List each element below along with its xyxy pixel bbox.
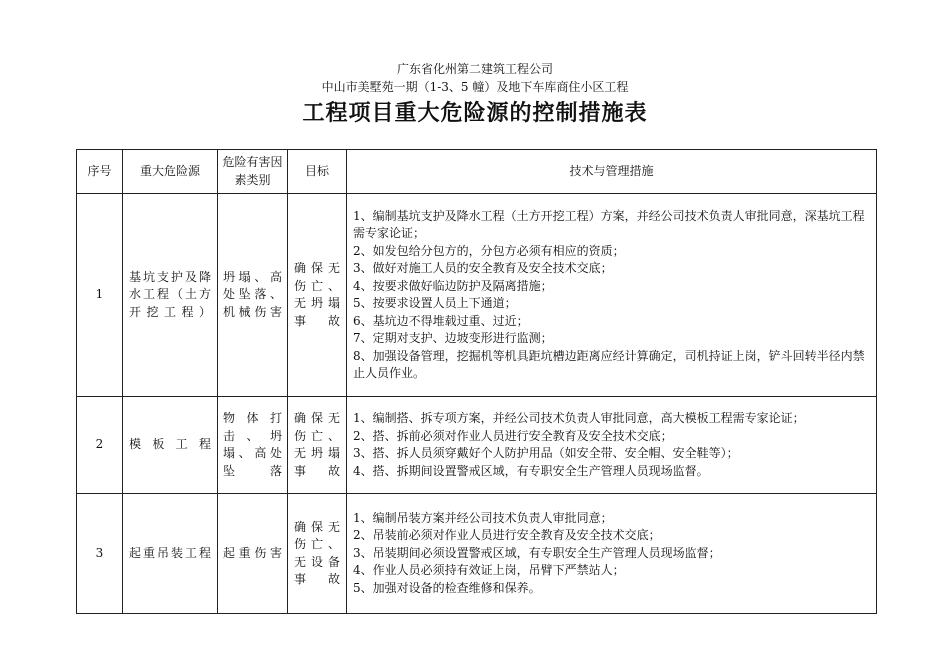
goal: 确保无伤亡、无坍塌事故 (288, 397, 347, 494)
measure-item: 3、吊装期间必须设置警戒区域，有专职安全生产管理人员现场监督； (353, 545, 721, 560)
measures-cell (347, 194, 877, 397)
row-number: 1 (77, 194, 123, 397)
hazard-source: 起重吊装工程 (123, 494, 218, 614)
measure-item: 3、做好对施工人员的安全教育及安全技术交底； (353, 261, 613, 275)
column-header-no: 序号 (77, 150, 123, 194)
measure-item: 2、搭、拆前必须对作业人员进行安全教育及安全技术交底； (353, 428, 673, 443)
measure-item: 5、按要求设置人员上下通道； (353, 296, 517, 310)
table-row (77, 494, 877, 614)
hazard-type: 物体打击、坍塌、高处坠落 (218, 397, 288, 494)
company-name: 广东省化州第二建筑工程公司 (396, 62, 553, 76)
measure-item: 1、编制吊装方案并经公司技术负责人审批同意； (353, 510, 613, 525)
goal: 确保无伤亡、无坍塌事故 (288, 194, 347, 397)
measure-item: 2、吊装前必须对作业人员进行安全教育及安全技术交底； (353, 528, 661, 543)
measure-item: 4、作业人员必须持有效证上岗，吊臂下严禁站人； (353, 563, 625, 578)
measure-item: 3、搭、拆人员须穿戴好个人防护用品（如安全带、安全帽、安全鞋等）； (353, 446, 739, 460)
measures-cell (347, 494, 877, 614)
column-header-goal: 目标 (288, 150, 347, 194)
row-number: 2 (77, 397, 123, 494)
measure-item: 1、编制基坑支护及降水工程（土方开挖工程）方案，并经公司技术负责人审批同意，深基坑工程需专家论证； (353, 208, 865, 240)
measure-item: 8、加强设备管理，挖掘机等机具距坑槽边距离应经计算确定，司机持证上岗，铲斗回转半径内禁止人员作业。 (353, 348, 865, 380)
goal: 确保无伤亡、无设备事故 (288, 494, 347, 614)
hazard-type: 起重伤害 (218, 494, 288, 614)
column-header-source: 重大危险源 (123, 150, 218, 194)
measure-item: 4、搭、拆期间设置警戒区域，有专职安全生产管理人员现场监督。 (353, 463, 709, 478)
measure-item: 4、按要求做好临边防护及隔离措施； (353, 278, 553, 293)
hazard-source: 模板工程 (123, 397, 218, 494)
table-header-row (77, 150, 877, 194)
measure-item: 6、基坑边不得堆载过重、过近； (353, 313, 529, 328)
hazard-type: 坍塌、高处坠落、机械伤害 (218, 194, 288, 397)
measure-item: 1、编制搭、拆专项方案，并经公司技术负责人审批同意，高大模板工程需专家论证； (353, 411, 805, 425)
measure-item: 7、定期对支护、边坡变形进行监测； (353, 331, 553, 345)
column-header-measures: 技术与管理措施 (347, 150, 877, 194)
page-title: 工程项目重大危险源的控制措施表 (302, 101, 648, 126)
measure-item: 2、如发包给分包方的，分包方必须有相应的资质； (353, 243, 625, 258)
row-number: 3 (77, 494, 123, 614)
measure-item: 5、加强对设备的检查维修和保养。 (353, 580, 541, 595)
table-row (77, 194, 877, 397)
hazard-source: 基坑支护及降水工程（土方开挖工程） (123, 194, 218, 397)
project-name: 中山市美墅苑一期（1-3、5 幢）及地下车库商住小区工程 (321, 80, 629, 94)
column-header-hazard-type: 危险有害因素类别 (218, 150, 288, 194)
table-row (77, 397, 877, 494)
measures-cell (347, 397, 877, 494)
hazard-control-table (76, 149, 877, 614)
